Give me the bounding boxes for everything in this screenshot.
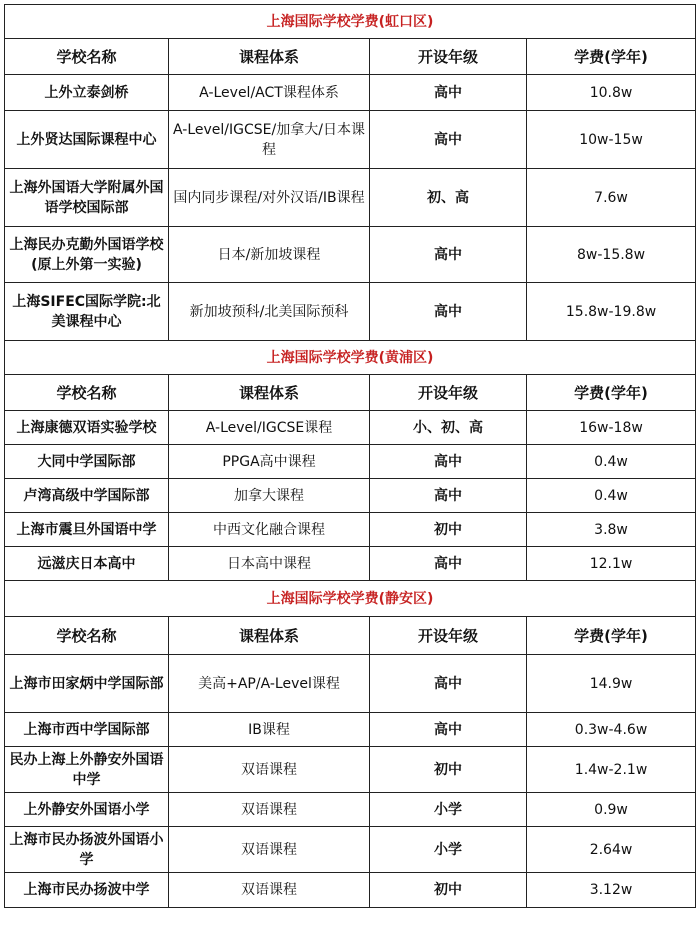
table-row xyxy=(5,873,696,908)
curriculum-cell: 美高+AP/A-Level课程 xyxy=(169,655,370,713)
fee-cell: 15.8w-19.8w xyxy=(527,283,696,341)
curriculum-cell: 双语课程 xyxy=(169,827,370,873)
table-row xyxy=(5,713,696,747)
fee-cell: 3.12w xyxy=(527,873,696,908)
school-name-cell: 民办上海上外静安外国语中学 xyxy=(5,747,169,793)
grade-cell: 小学 xyxy=(370,793,527,827)
school-name-cell: 上外立泰剑桥 xyxy=(5,75,169,111)
fee-cell: 0.9w xyxy=(527,793,696,827)
curriculum-cell: A-Level/IGCSE/加拿大/日本课程 xyxy=(169,111,370,169)
fee-cell: 2.64w xyxy=(527,827,696,873)
curriculum-cell: 新加坡预科/北美国际预科 xyxy=(169,283,370,341)
school-name-cell: 大同中学国际部 xyxy=(5,445,169,479)
curriculum-cell: 日本/新加坡课程 xyxy=(169,227,370,283)
grade-cell: 高中 xyxy=(370,713,527,747)
school-name-cell: 上海SIFEC国际学院:北美课程中心 xyxy=(5,283,169,341)
table-row xyxy=(5,655,696,713)
school-name-cell: 上海市民办扬波中学 xyxy=(5,873,169,908)
fee-cell: 10.8w xyxy=(527,75,696,111)
grade-cell: 高中 xyxy=(370,445,527,479)
grade-cell: 高中 xyxy=(370,283,527,341)
table-row xyxy=(5,513,696,547)
grade-cell: 小、初、高 xyxy=(370,411,527,445)
fee-cell: 3.8w xyxy=(527,513,696,547)
section-title-row xyxy=(5,581,696,617)
curriculum-cell: A-Level/IGCSE课程 xyxy=(169,411,370,445)
school-name-cell: 上海外国语大学附属外国语学校国际部 xyxy=(5,169,169,227)
grade-cell: 高中 xyxy=(370,111,527,169)
curriculum-cell: 日本高中课程 xyxy=(169,547,370,581)
school-name-cell: 上海民办克勤外国语学校(原上外第一实验) xyxy=(5,227,169,283)
school-name-cell: 上海康德双语实验学校 xyxy=(5,411,169,445)
fee-cell: 16w-18w xyxy=(527,411,696,445)
school-name-cell: 卢湾高级中学国际部 xyxy=(5,479,169,513)
curriculum-cell: 加拿大课程 xyxy=(169,479,370,513)
curriculum-cell: A-Level/ACT课程体系 xyxy=(169,75,370,111)
column-header: 学校名称 xyxy=(5,39,169,75)
column-header: 开设年级 xyxy=(370,617,527,655)
school-name-cell: 上海市民办扬波外国语小学 xyxy=(5,827,169,873)
school-name-cell: 远滋庆日本高中 xyxy=(5,547,169,581)
column-header: 课程体系 xyxy=(169,375,370,411)
grade-cell: 初、高 xyxy=(370,169,527,227)
grade-cell: 初中 xyxy=(370,873,527,908)
table-row xyxy=(5,75,696,111)
grade-cell: 初中 xyxy=(370,513,527,547)
column-header: 课程体系 xyxy=(169,617,370,655)
column-header: 学费(学年) xyxy=(527,39,696,75)
table-row xyxy=(5,411,696,445)
school-name-cell: 上海市震旦外国语中学 xyxy=(5,513,169,547)
table-row xyxy=(5,547,696,581)
table-row xyxy=(5,227,696,283)
curriculum-cell: 中西文化融合课程 xyxy=(169,513,370,547)
fee-cell: 0.3w-4.6w xyxy=(527,713,696,747)
section-title: 上海国际学校学费(黄浦区) xyxy=(5,341,696,375)
grade-cell: 高中 xyxy=(370,547,527,581)
grade-cell: 初中 xyxy=(370,747,527,793)
school-name-cell: 上外贤达国际课程中心 xyxy=(5,111,169,169)
school-fee-table xyxy=(4,4,696,908)
section-title: 上海国际学校学费(虹口区) xyxy=(5,5,696,39)
column-header-row xyxy=(5,39,696,75)
fee-cell: 8w-15.8w xyxy=(527,227,696,283)
curriculum-cell: 双语课程 xyxy=(169,793,370,827)
school-name-cell: 上海市田家炳中学国际部 xyxy=(5,655,169,713)
table-row xyxy=(5,169,696,227)
grade-cell: 高中 xyxy=(370,655,527,713)
column-header: 学校名称 xyxy=(5,375,169,411)
curriculum-cell: 双语课程 xyxy=(169,873,370,908)
fee-cell: 1.4w-2.1w xyxy=(527,747,696,793)
column-header: 开设年级 xyxy=(370,375,527,411)
curriculum-cell: IB课程 xyxy=(169,713,370,747)
grade-cell: 高中 xyxy=(370,479,527,513)
fee-cell: 0.4w xyxy=(527,445,696,479)
grade-cell: 高中 xyxy=(370,75,527,111)
section-title: 上海国际学校学费(静安区) xyxy=(5,581,696,617)
column-header: 学费(学年) xyxy=(527,375,696,411)
table-row xyxy=(5,111,696,169)
column-header-row xyxy=(5,617,696,655)
fee-cell: 0.4w xyxy=(527,479,696,513)
table-row xyxy=(5,827,696,873)
school-name-cell: 上海市西中学国际部 xyxy=(5,713,169,747)
table-row xyxy=(5,283,696,341)
section-title-row xyxy=(5,341,696,375)
curriculum-cell: 双语课程 xyxy=(169,747,370,793)
section-title-row xyxy=(5,5,696,39)
fee-table-sheet xyxy=(4,4,695,908)
fee-cell: 7.6w xyxy=(527,169,696,227)
curriculum-cell: 国内同步课程/对外汉语/IB课程 xyxy=(169,169,370,227)
table-row xyxy=(5,793,696,827)
column-header: 学校名称 xyxy=(5,617,169,655)
table-row xyxy=(5,747,696,793)
school-name-cell: 上外静安外国语小学 xyxy=(5,793,169,827)
column-header: 开设年级 xyxy=(370,39,527,75)
table-row xyxy=(5,479,696,513)
grade-cell: 小学 xyxy=(370,827,527,873)
curriculum-cell: PPGA高中课程 xyxy=(169,445,370,479)
table-row xyxy=(5,445,696,479)
fee-cell: 14.9w xyxy=(527,655,696,713)
column-header-row xyxy=(5,375,696,411)
column-header: 学费(学年) xyxy=(527,617,696,655)
column-header: 课程体系 xyxy=(169,39,370,75)
fee-cell: 12.1w xyxy=(527,547,696,581)
fee-cell: 10w-15w xyxy=(527,111,696,169)
grade-cell: 高中 xyxy=(370,227,527,283)
